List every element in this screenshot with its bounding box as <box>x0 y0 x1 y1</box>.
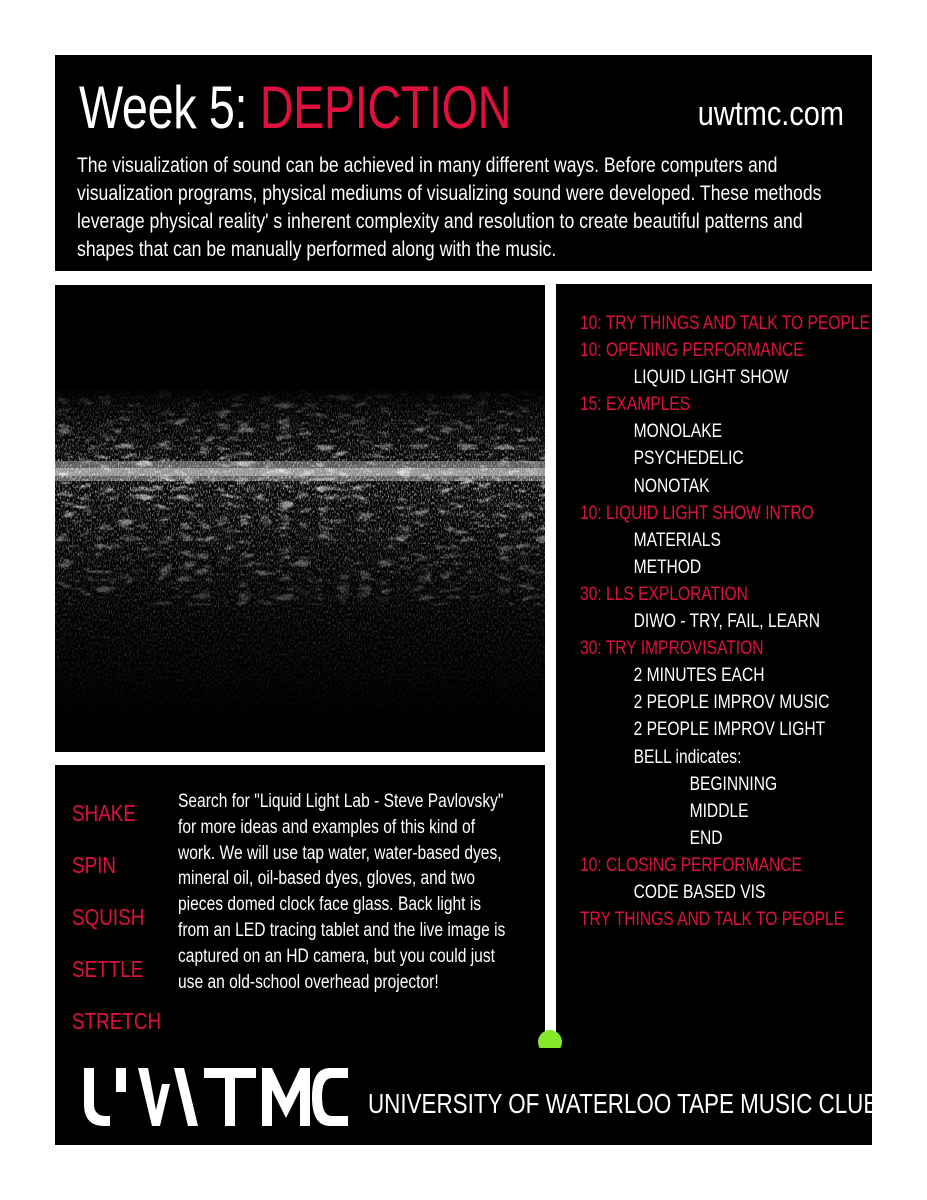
agenda-item: CODE BASED VIS <box>633 880 766 903</box>
splash-image <box>55 285 545 752</box>
agenda-item: 30: LLS EXPLORATION <box>580 582 748 605</box>
agenda-item: NONOTAK <box>633 474 710 497</box>
verb-item: SHAKE <box>72 800 136 826</box>
agenda-item: PSYCHEDELIC <box>633 447 744 470</box>
agenda-item: METHOD <box>633 555 702 578</box>
logo-mark <box>80 1064 350 1128</box>
site-link[interactable]: uwtmc.com <box>697 95 844 133</box>
agenda-item: 2 PEOPLE IMPROV LIGHT <box>633 718 826 741</box>
title-prefix: Week 5: <box>79 74 260 141</box>
header-panel <box>55 55 872 271</box>
agenda-item: LIQUID LIGHT SHOW <box>633 366 789 389</box>
water-splash-photo <box>55 285 545 752</box>
verb-item: STRETCH <box>72 1008 162 1034</box>
agenda-item: 10: OPENING PERFORMANCE <box>580 339 804 362</box>
footer-panel <box>55 1048 879 1145</box>
title-accent: DEPICTION <box>259 74 512 141</box>
club-name: UNIVERSITY OF WATERLOO TAPE MUSIC CLUB <box>368 1088 879 1119</box>
agenda-list <box>580 310 927 933</box>
agenda-item: 10: CLOSING PERFORMANCE <box>580 853 802 876</box>
agenda-item: 2 MINUTES EACH <box>633 664 765 687</box>
agenda-item: MONOLAKE <box>633 420 723 443</box>
agenda-item: MIDDLE <box>689 799 749 822</box>
page-title <box>79 73 511 143</box>
uwtmc-logo <box>80 1064 350 1133</box>
agenda-item: DIWO - TRY, FAIL, LEARN <box>633 610 820 633</box>
agenda-item: END <box>689 826 723 849</box>
agenda-item: TRY THINGS AND TALK TO PEOPLE <box>580 908 845 931</box>
verb-list <box>72 787 181 1047</box>
agenda-item: BELL indicates: <box>633 745 742 768</box>
agenda-item: 2 PEOPLE IMPROV MUSIC <box>633 691 830 714</box>
agenda-item: BEGINNING <box>689 772 778 795</box>
verb-item: SQUISH <box>72 904 145 930</box>
divider <box>545 284 556 1048</box>
agenda-item: 15: EXAMPLES <box>580 393 691 416</box>
agenda-item: MATERIALS <box>633 528 721 551</box>
technique-panel <box>55 765 545 1048</box>
verb-item: SPIN <box>72 852 117 878</box>
intro-paragraph: The visualization of sound can be achieved in many different ways. Before computers and visualization programs, physical mediums of visualizing sound were developed. These methods leverage physical reality' s inherent complexity and resolution to create beautiful patterns and shapes that can be manually performed along with the music. <box>77 153 822 261</box>
verb-item: SETTLE <box>72 956 144 982</box>
agenda-panel <box>556 284 872 1048</box>
agenda-item: 10: LIQUID LIGHT SHOW INTRO <box>580 501 814 524</box>
search-description: Search for "Liquid Light Lab - Steve Pavlovsky" for more ideas and examples of this kind of work. We will use tap water, water-based dyes, mineral oil, oil-based dyes, gloves, and two pieces domed clock face glass. Back light is from an LED tracing tablet and the live image is captured on an HD camera, but you could just use an old-school overhead projector! <box>178 791 506 993</box>
agenda-item: 10: TRY THINGS AND TALK TO PEOPLE <box>580 312 870 334</box>
agenda-item: 30: TRY IMPROVISATION <box>580 637 764 660</box>
